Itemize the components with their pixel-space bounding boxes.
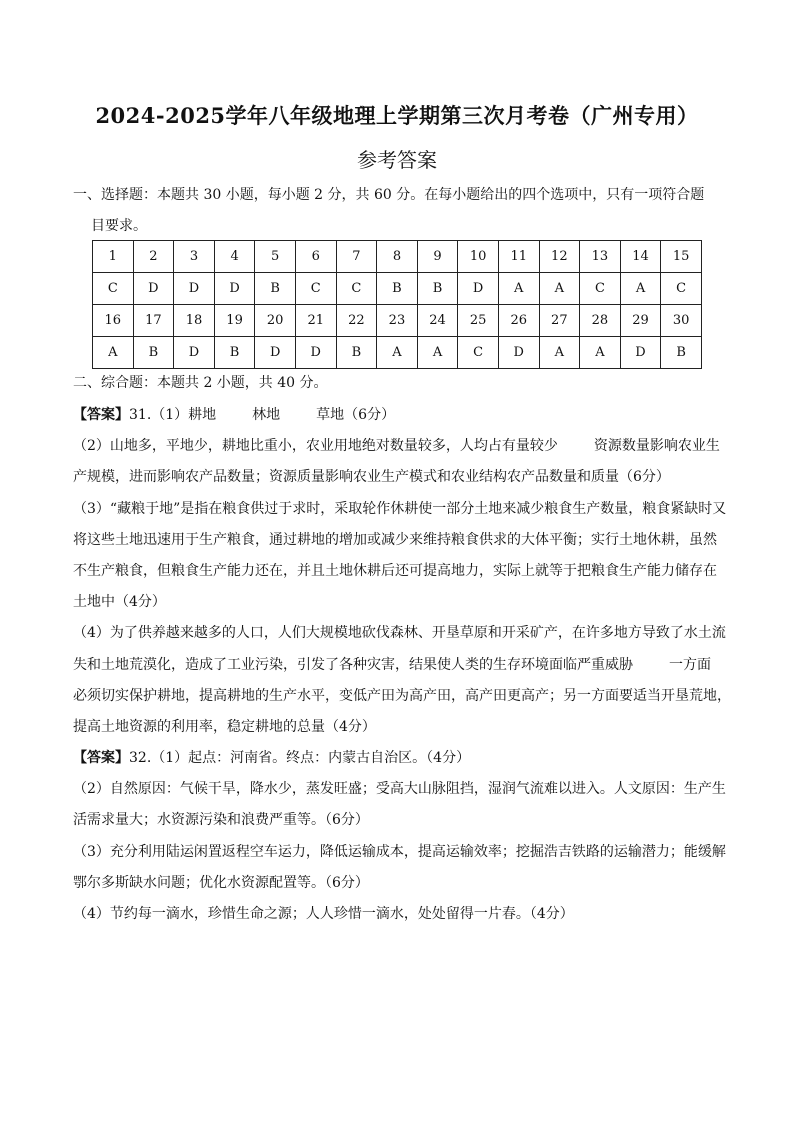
answer-cell: A [498,273,539,305]
answer-cell: A [539,337,580,369]
section2-heading: 二、综合题：本题共 2 小题，共 40 分。 [73,375,328,391]
question-number-cell: 17 [133,305,174,337]
question-number-cell: 4 [214,241,255,273]
answer-cell: B [255,273,296,305]
answer-cell: D [174,337,215,369]
answer-cell: D [620,337,661,369]
question-number-cell: 5 [255,241,296,273]
q31-part2-line1a: （2）山地多，平地少，耕地比重小，农业用地绝对数量较多，人均占有量较少 [73,438,558,455]
answer-tag: 【答案】 [73,750,129,766]
question-number-cell: 28 [580,305,621,337]
answer-cell: A [93,337,134,369]
question-number-cell: 18 [174,305,215,337]
answer-cell: A [417,337,458,369]
page-title: 2024-2025学年八年级地理上学期第三次月考卷（广州专用） [95,103,699,128]
q32-part2-line2: 活需求量大；水资源污染和浪费严重等。（6分） [73,812,369,829]
answer-cell: A [377,337,418,369]
answer-cell: C [458,337,499,369]
section1-heading [73,180,733,242]
answer-table [92,240,702,369]
question-number-cell: 26 [498,305,539,337]
question-number-cell: 19 [214,305,255,337]
question-number-cell: 21 [295,305,336,337]
q31-part4-line4: 提高土地资源的利用率，稳定耕地的总量（4分） [73,719,376,736]
answer-cell: D [174,273,215,305]
answer-cell: A [580,337,621,369]
answer-cell: B [417,273,458,305]
answer-cell: B [336,337,377,369]
question-number-cell: 2 [133,241,174,273]
section1-heading-line2: 目要求。 [91,218,147,235]
question-number-cell: 20 [255,305,296,337]
q32-part4-line1: （4）节约每一滴水，珍惜生命之源；人人珍惜一滴水，处处留得一片春。（4分） [73,906,574,923]
q31-part3-line1: （3）“藏粮于地”是指在粮食供过于求时，采取轮作休耕使一部分土地来减少粮食生产数量，粮食紧缺时又 [73,500,727,517]
question-number-cell: 6 [295,241,336,273]
question-number-cell: 15 [661,241,702,273]
section1-heading-line1: 一、选择题：本题共 30 小题，每小题 2 分，共 60 分。在每小题给出的四个选项中，只有一项符合题 [73,187,705,203]
question-number-cell: 30 [661,305,702,337]
question-number-row [93,241,702,273]
answer-cell: C [661,273,702,305]
question-number-cell: 25 [458,305,499,337]
answer-cell: C [295,273,336,305]
question-number-cell: 8 [377,241,418,273]
answer-cell: A [539,273,580,305]
question-number-cell: 1 [93,241,134,273]
q32-part2-line1: （2）自然原因：气候干旱，降水少，蒸发旺盛；受高大山脉阻挡，湿润气流难以进入。人文原因：生产生 [73,781,726,798]
q31-part3-line2: 将这些土地迅速用于生产粮食，通过耕地的增加或减少来维持粮食供求的大体平衡；实行土地休耕，虽然 [73,531,717,548]
question-number-cell: 3 [174,241,215,273]
q31-answer [73,400,733,743]
question-number-cell: 29 [620,305,661,337]
answer-cell: A [620,273,661,305]
q31-part1-a: 31.（1）耕地 [129,407,217,423]
question-number-cell: 13 [580,241,621,273]
answer-cell: D [255,337,296,369]
question-number-cell: 16 [93,305,134,337]
answer-cell: D [133,273,174,305]
q31-part4-line1: （4）为了供养越来越多的人口，人们大规模地砍伐森林、开垦草原和开采矿产，在许多地方导致了水土流 [73,625,726,642]
q31-part4-line3: 必须切实保护耕地，提高耕地的生产水平，变低产田为高产田，高产田更高产；另一方面要适当开垦荒地， [73,687,731,704]
q31-part3-line4: 土地中（4分） [73,594,166,611]
answer-cell: D [458,273,499,305]
q31-part4-line2b: 一方面 [669,656,711,673]
answer-cell: B [377,273,418,305]
answer-row [93,337,702,369]
answer-cell: D [214,273,255,305]
answer-cell: B [133,337,174,369]
q31-part4-line2a: 失和土地荒漠化，造成了工业污染，引发了各种灾害，结果使人类的生存环境面临严重威胁 [73,656,633,673]
answer-cell: D [498,337,539,369]
q32-answer [73,743,733,930]
question-number-cell: 12 [539,241,580,273]
q32-part3-line1: （3）充分利用陆运闲置返程空车运力，降低运输成本，提高运输效率；挖掘浩吉铁路的运输潜力；能缓解 [73,843,726,860]
page-subtitle: 参考答案 [357,148,437,172]
answer-cell: D [295,337,336,369]
question-number-cell: 27 [539,305,580,337]
q32-part1: 32.（1）起点：河南省。终点：内蒙古自治区。（4分） [129,750,471,766]
question-number-row [93,305,702,337]
question-number-cell: 24 [417,305,458,337]
answer-row [93,273,702,305]
answer-cell: B [214,337,255,369]
question-number-cell: 7 [336,241,377,273]
answer-cell: B [661,337,702,369]
question-number-cell: 10 [458,241,499,273]
question-number-cell: 14 [620,241,661,273]
answer-cell: C [580,273,621,305]
q31-part2-line2: 产规模，进而影响农产品数量；资源质量影响农业生产模式和农业结构农产品数量和质量（6分） [73,469,670,486]
answer-cell: C [336,273,377,305]
q32-part3-line2: 鄂尔多斯缺水问题；优化水资源配置等。（6分） [73,874,369,891]
question-number-cell: 11 [498,241,539,273]
q31-part1-c: 草地（6分） [316,407,396,423]
question-number-cell: 9 [417,241,458,273]
question-number-cell: 22 [336,305,377,337]
q31-part1-b: 林地 [252,407,281,423]
q31-part3-line3: 不生产粮食，但粮食生产能力还在，并且土地休耕后还可提高地力，实际上就等于把粮食生产能力储存在 [73,563,717,580]
q31-part2-line1b: 资源数量影响农业生 [593,438,720,455]
question-number-cell: 23 [377,305,418,337]
answer-tag: 【答案】 [73,407,129,423]
answer-cell: C [93,273,134,305]
